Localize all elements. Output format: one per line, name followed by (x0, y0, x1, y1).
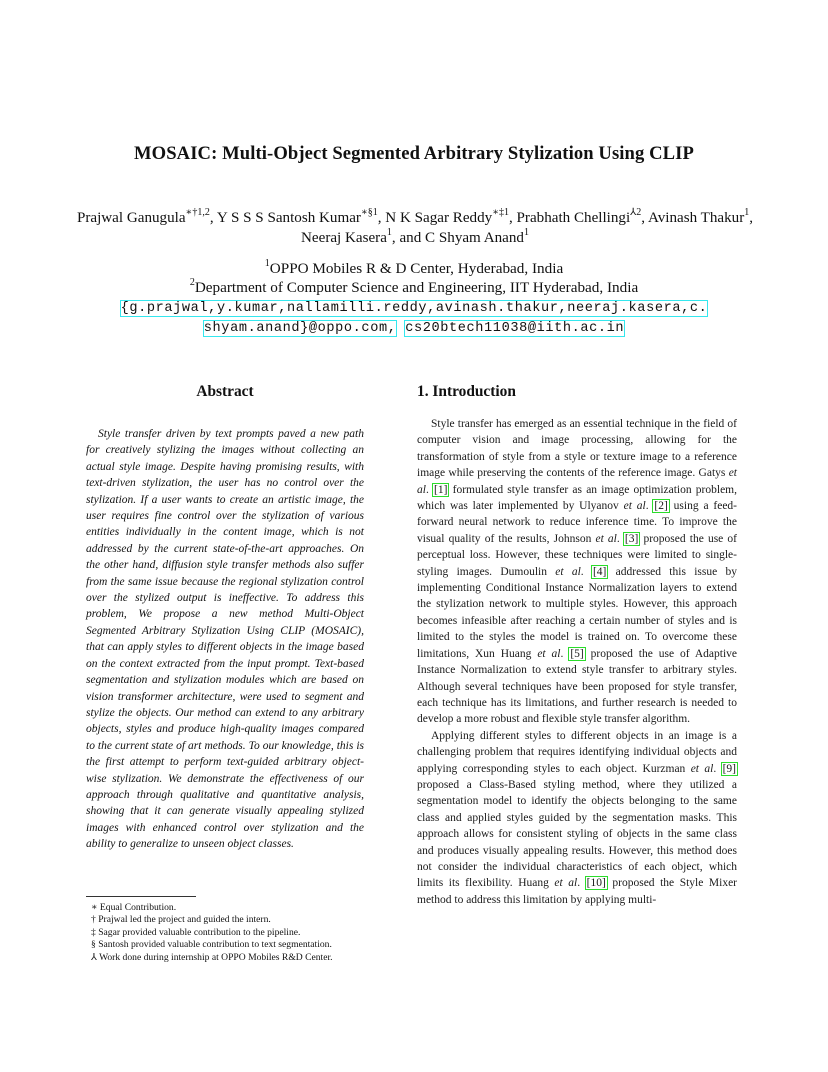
paragraph-text: proposed the use of Adaptive Instance Normalization to extend style transfer to arbitrary styles. Although several techniques have been proposed for style transfer, each technique has its limitations, and further research is needed to develop a more robust and flexible style transfer algorithm. (417, 647, 738, 726)
intro-paragraph-1 (417, 416, 737, 728)
italic-text: et al (537, 647, 561, 660)
paper-title: MOSAIC: Multi-Object Segmented Arbitrary Stylization Using CLIP (134, 143, 694, 164)
paragraph-text: . (560, 647, 570, 660)
email-link-iith[interactable]: cs20btech11038@iith.ac.in (405, 321, 625, 336)
author-affiliation-mark: 1 (386, 226, 392, 238)
paragraph-text: . (645, 500, 654, 513)
author-separator: , (209, 210, 217, 226)
author-affiliation-mark: 1 (523, 226, 529, 238)
intro-heading: 1. Introduction (417, 383, 516, 400)
footnote-3: ‡ Sagar provided valuable contribution to the pipeline. (91, 926, 301, 938)
citation-link[interactable]: [4] (592, 565, 607, 578)
affiliation-1: $^1$OPPO Mobiles R & D Center, Hyderabad, India (264, 257, 564, 277)
author-affiliation-mark: ∗‡1 (492, 206, 509, 218)
author-separator: , (508, 210, 517, 226)
footnote-5: ⅄ Work done during internship at OPPO Mobiles R&D Center. (91, 951, 333, 963)
author-separator: , (749, 210, 754, 226)
italic-text: et al (417, 467, 737, 496)
paragraph-text: Applying different styles to different objects in an image is a challenging problem that requires identifying individual objects and applying corresponding styles to each object. Kurzman (417, 729, 737, 775)
author-separator: , (641, 210, 648, 226)
abstract-text: Style transfer driven by text prompts paved a new path for creatively stylizing the images without collecting an actual style image. Despite having promising results, with text-driven stylization, the user has no control over the stylization. If a user wants to create an artistic image, the user requires fine control over the stylization of various entities individually in the content image, which is not addressed by the current state-of-the-art approaches. On the other hand, diffusion style transfer methods also suffer from the same issue because the regional stylization control over the stylized output is ineffective. To address this problem, We propose a new method Multi-Object Segmented Arbitrary Stylization Using CLIP (MOSAIC), that can apply styles to different objects in the image based on the context extracted from the input prompt. Text-based segmentation and stylization modules which are based on vision transformer architecture, were used to segment and stylize the objects. Our method can extend to any arbitrary objects, styles and produce high-quality images compared to the current state of art methods. To our knowledge, this is the first attempt to perform text-guided arbitrary object-wise stylization. We demonstrate the effectiveness of our approach through qualitative and quantitative analysis, showing that it can generate visually appealing stylized images with enhanced control over stylization and the ability to generalize to unseen object classes. (86, 428, 364, 851)
paragraph-text: using a feed-forward neural network to reduce inference time. To improve the visual quality of the results, Johnson (417, 500, 738, 545)
author-emails (72, 299, 756, 339)
paragraph-text: . (616, 532, 624, 545)
paragraph-text: proposed the Style Mixer method to address this limitation by applying multi- (417, 877, 738, 906)
author-affiliation-mark: ∗§1 (360, 206, 378, 218)
arxiv-stamp-svg (22, 290, 52, 760)
italic-text: et al (555, 565, 581, 578)
author-separator: , (377, 210, 386, 226)
paragraph-text: . (425, 483, 434, 496)
footnote-4: § Santosh provided valuable contribution to text segmentation. (91, 939, 332, 951)
paragraph-text: . (580, 565, 592, 578)
italic-text: et al (623, 500, 646, 513)
author-name: Y S S S Santosh Kumar (216, 210, 361, 226)
italic-text: et al (595, 532, 617, 545)
author-name: N K Sagar Reddy (385, 210, 493, 226)
footnote-rule (86, 896, 196, 897)
author-name: Avinash Thakur (647, 210, 745, 226)
arxiv-stamp (22, 290, 52, 760)
abstract-heading: Abstract (196, 383, 254, 400)
citation-link[interactable]: [3] (624, 532, 639, 545)
email-link-oppo-cont[interactable]: shyam.anand}@oppo.com, (203, 321, 397, 336)
italic-text: et al (690, 762, 714, 775)
author-affiliation-mark: ⅄2 (630, 206, 642, 218)
author-affiliation-mark: ∗†1,2 (185, 206, 210, 218)
paragraph-text: Style transfer has emerged as an essential technique in the field of computer vision and image processing, allowing for the transformation of style from a style or texture image to a reference image while preserving the contents of the reference image. Gatys (417, 418, 737, 480)
paragraph-text: . (577, 877, 586, 890)
intro-paragraph-2 (417, 728, 737, 908)
italic-text: et al (554, 877, 578, 890)
citation-link[interactable]: [9] (722, 762, 737, 775)
author-name: Prabhath Chellingi (516, 210, 631, 226)
citation-link[interactable]: [1] (434, 483, 448, 496)
paragraph-text: proposed the use of perceptual loss. However, these techniques were limited to single-styling images. Dumoulin (417, 532, 737, 578)
paragraph-text: proposed a Class-Based styling method, where they utilized a segmentation model to identify the objects belonging to the same class and applied styles guided by the segmentation masks. This approach allows for consistent styling of objects in the same class and produces visually appealing results. However, this method does not consider the individual characteristics of each object, which limits its flexibility. Huang (417, 778, 737, 890)
citation-link[interactable]: [2] (654, 500, 668, 513)
footnotes (86, 896, 376, 964)
affiliation-2: $^2$Department of Computer Science and Engineering, IIT Hyderabad, India (189, 277, 639, 297)
paragraph-text: formulated style transfer as an image optimization problem, which was later implemented by Ulyanov (417, 483, 738, 513)
left-column (86, 383, 364, 864)
footnote-1: ∗ Equal Contribution. (91, 902, 177, 913)
email-link-oppo[interactable]: {g.prajwal,y.kumar,nallamilli.reddy,avinash.thakur,neeraj.kasera,c. (120, 301, 708, 316)
author-name: Neeraj Kasera (301, 230, 387, 246)
footnote-2: † Prajwal led the project and guided the intern. (91, 914, 271, 926)
citation-link[interactable]: [5] (570, 647, 584, 660)
affiliations (60, 259, 768, 298)
author-list (62, 208, 768, 248)
paragraph-text: addressed this issue by implementing Conditional Instance Normalization layers to extend the stylization network to multiple styles. However, this approach becomes infeasible after reaching a certain number of styles and is limited to the styles the model is trained on. To overcome these limitations, Xun Huang (417, 565, 737, 660)
author-affiliation-mark: 1 (744, 206, 750, 218)
right-column (417, 383, 737, 908)
author-separator: , and (391, 230, 426, 246)
author-name: C Shyam Anand (425, 230, 524, 246)
author-name: Prajwal Ganugula (76, 210, 186, 226)
citation-link[interactable]: [10] (586, 877, 606, 890)
paragraph-text: . (713, 762, 722, 775)
